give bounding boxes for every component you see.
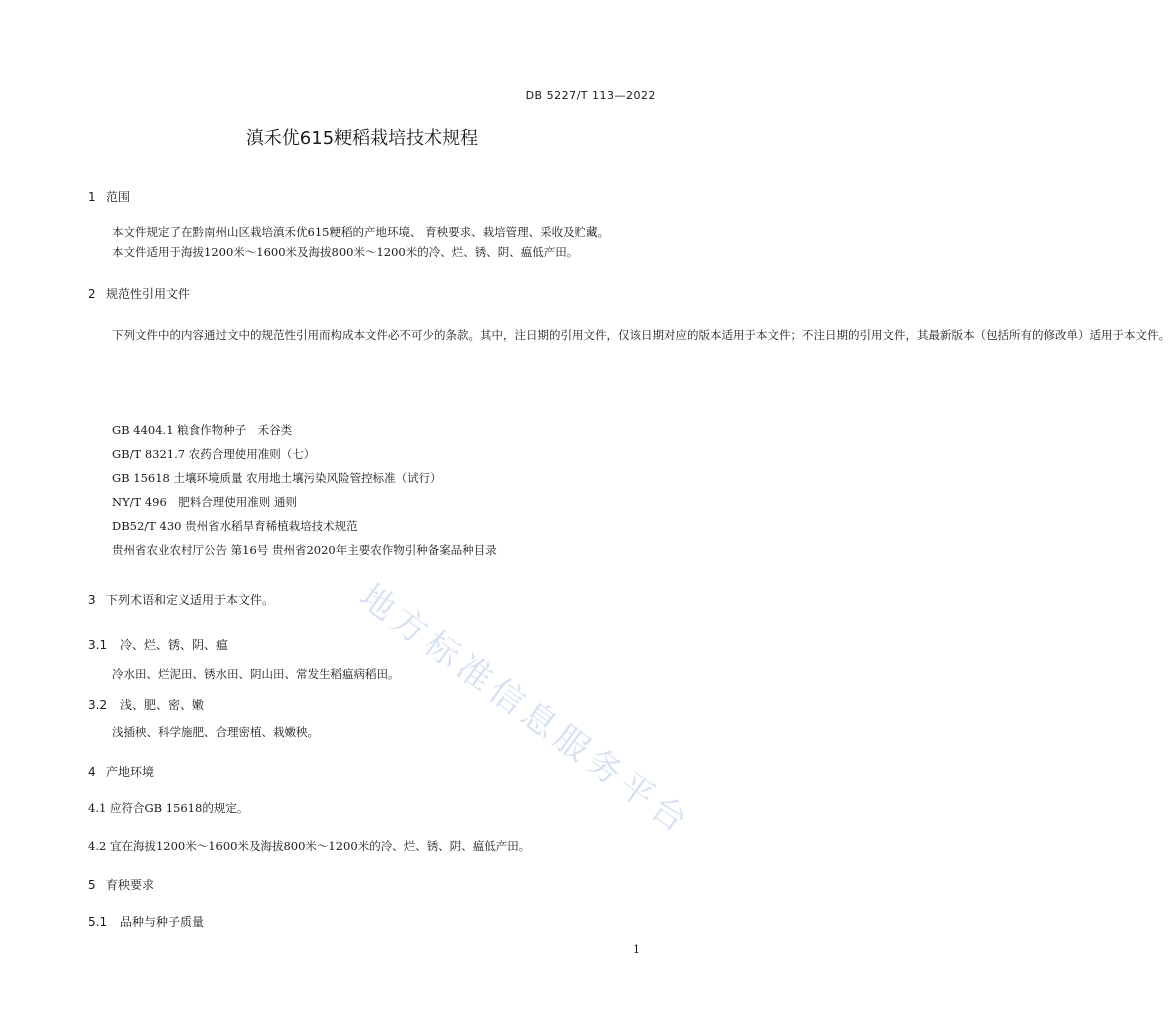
reference-item: GB/T 8321.7 农药合理使用准则（七） [112,447,316,461]
section-title: 范围 [106,190,131,204]
section-5-1-heading [88,913,204,930]
normative-intro-text: 下列文件中的内容通过文中的规范性引用而构成本文件必不可少的条款。其中，注日期的引用文件，仅该日期对应的版本适用于本文件；不注日期的引用文件，其最新版本（包括所有的修改单）适用于本文件。 [112,328,1170,342]
section-number: 1 [88,190,96,204]
section-number: 3 [88,593,96,607]
normative-intro [88,322,1170,348]
scope-paragraph-1: 本文件规定了在黔南州山区栽培滇禾优615粳稻的产地环境、 育秧要求、栽培管理、采收及贮藏。 [112,225,610,239]
section-3-2-heading [88,696,204,713]
section-title: 冷、烂、锈、阴、瘟 [120,638,229,652]
definition-3-1: 冷水田、烂泥田、锈水田、阴山田、常发生稻瘟病稻田。 [112,667,400,681]
page-number: 1 [633,943,640,956]
section-title: 规范性引用文件 [106,287,191,301]
clause-4-2: 4.2 宜在海拔1200米～1600米及海拔800米～1200米的冷、烂、锈、阴、瘟低产田。 [88,839,531,853]
reference-item: DB52/T 430 贵州省水稻旱育稀植栽培技术规范 [112,519,358,533]
section-3-1-heading [88,636,228,653]
reference-item: 贵州省农业农村厅公告 第16号 贵州省2020年主要农作物引种备案品种目录 [112,543,497,557]
section-title: 浅、肥、密、嫩 [120,698,205,712]
section-title: 下列术语和定义适用于本文件。 [106,593,275,607]
section-5-heading [88,876,154,893]
reference-item: GB 15618 土壤环境质量 农用地土壤污染风险管控标准（试行） [112,471,442,485]
definition-3-2: 浅插秧、科学施肥、合理密植、栽嫩秧。 [112,725,319,739]
section-number: 3.2 [88,698,108,712]
clause-4-1: 4.1 应符合GB 15618的规定。 [88,801,249,815]
section-4-heading [88,763,154,780]
section-number: 3.1 [88,638,108,652]
section-3-heading [88,591,274,608]
section-number: 4 [88,765,96,779]
document-title: 滇禾优615粳稻栽培技术规程 [245,128,479,149]
reference-item: GB 4404.1 粮食作物种子 禾谷类 [112,423,293,437]
watermark: 地方标准信息服务平台 [351,576,699,844]
section-2-heading [88,285,190,302]
section-title: 品种与种子质量 [120,915,205,929]
reference-item: NY/T 496 肥料合理使用准则 通则 [112,495,297,509]
document-code: DB 5227/T 113—2022 [525,89,656,102]
section-number: 2 [88,287,96,301]
section-title: 育秧要求 [106,878,155,892]
section-1-heading [88,188,130,205]
section-number: 5.1 [88,915,108,929]
section-number: 5 [88,878,96,892]
scope-paragraph-2: 本文件适用于海拔1200米～1600米及海拔800米～1200米的冷、烂、锈、阴、瘟低产田。 [112,245,579,259]
section-title: 产地环境 [106,765,155,779]
